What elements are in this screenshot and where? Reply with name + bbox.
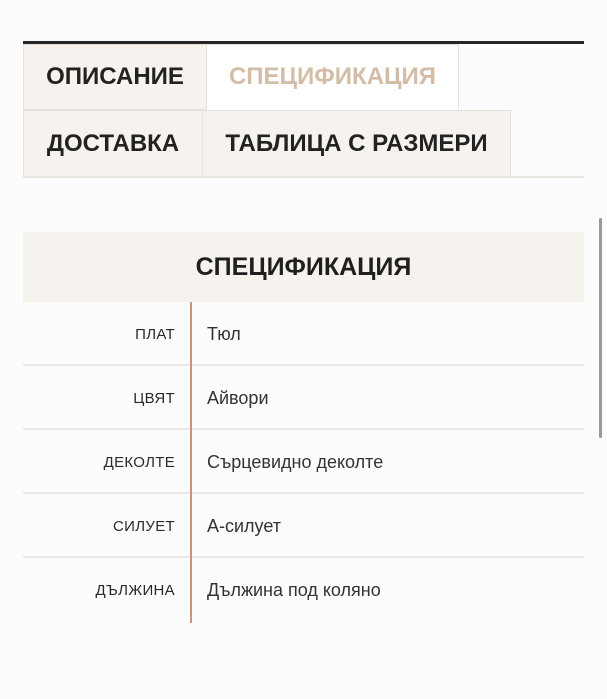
specification-table — [23, 302, 584, 622]
spec-row-length — [23, 558, 584, 622]
scrollbar[interactable] — [599, 218, 602, 438]
spec-value: Сърцевидно деколте — [207, 452, 384, 472]
specification-title: СПЕЦИФИКАЦИЯ — [23, 232, 584, 302]
spec-label: ДЕКОЛТЕ — [103, 454, 175, 471]
spec-label: ЦВЯТ — [133, 390, 175, 407]
spec-row-fabric — [23, 302, 584, 366]
tab-delivery[interactable]: ДОСТАВКА — [23, 110, 203, 177]
spec-row-silhouette — [23, 494, 584, 558]
tab-description[interactable]: ОПИСАНИЕ — [23, 44, 207, 110]
spec-row-neckline — [23, 430, 584, 494]
spec-value: Айвори — [207, 388, 269, 408]
spec-value: Дължина под коляно — [207, 580, 381, 600]
spec-label: ДЪЛЖИНА — [95, 582, 175, 599]
spec-label: ПЛАТ — [135, 326, 175, 343]
tab-specification[interactable]: СПЕЦИФИКАЦИЯ — [206, 44, 459, 110]
spec-label: СИЛУЕТ — [113, 518, 175, 535]
tab-size-chart[interactable]: ТАБЛИЦА С РАЗМЕРИ — [202, 110, 511, 177]
spec-column-divider — [190, 302, 192, 623]
spec-value: Тюл — [207, 324, 241, 344]
spec-value: А-силует — [207, 516, 282, 536]
spec-row-color — [23, 366, 584, 430]
tabs-bottom-rule — [23, 176, 584, 178]
